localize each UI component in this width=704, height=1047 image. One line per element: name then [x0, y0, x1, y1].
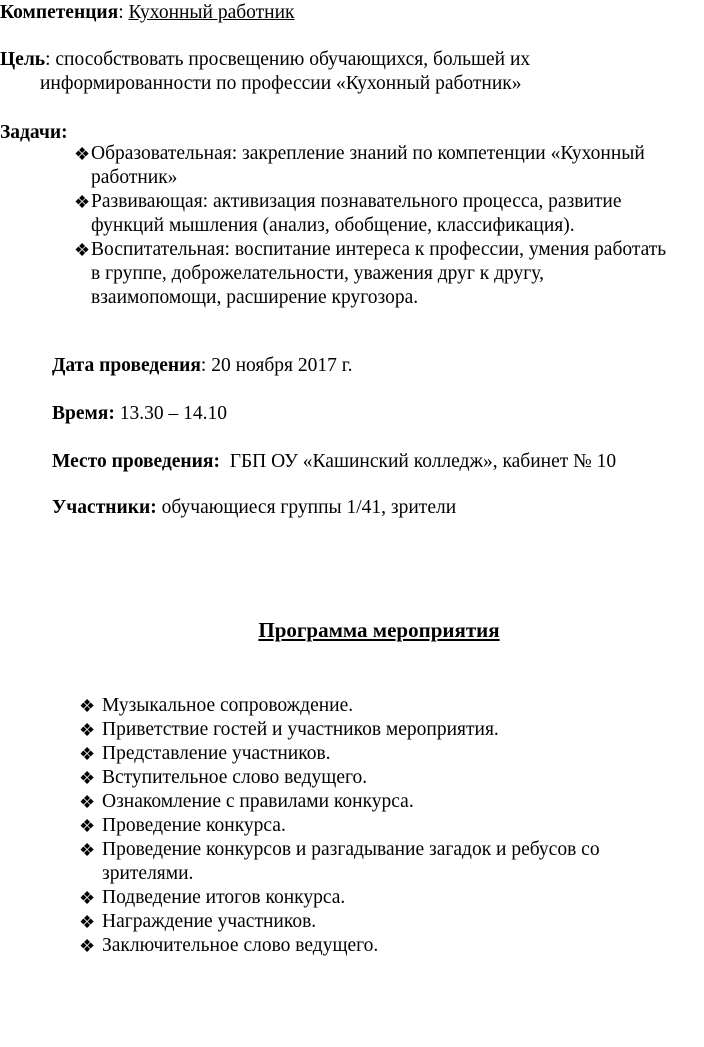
diamond-bullet-icon: ❖ — [79, 696, 96, 716]
goal-text: способствовать просвещению обучающихся, большей их информированности по профессии «Кухонный работник» — [40, 49, 531, 94]
task-item-line: работник» — [91, 167, 178, 188]
participants-label: Участники: — [52, 497, 157, 518]
competence-label: Компетенция — [0, 2, 119, 23]
program-item — [79, 838, 659, 886]
diamond-bullet-icon: ❖ — [79, 768, 96, 788]
place-label: Место проведения: — [52, 451, 220, 472]
task-item-line: в группе, доброжелательности, уважения друг к другу, — [91, 263, 544, 284]
participants-value: обучающиеся группы 1/41, зрители — [161, 497, 457, 518]
goal-label: Цель — [0, 49, 46, 70]
participants-line — [52, 496, 456, 520]
program-item — [79, 790, 659, 814]
program-item-line: Награждение участников. — [102, 911, 317, 932]
program-item-line: Проведение конкурса. — [102, 815, 286, 836]
diamond-bullet-icon: ❖ — [79, 816, 96, 836]
task-item-line: функций мышления (анализ, обобщение, классификация). — [91, 215, 575, 236]
program-item-line: Ознакомление с правилами конкурса. — [102, 791, 414, 812]
program-item — [79, 718, 659, 742]
program-item — [79, 910, 659, 934]
diamond-bullet-icon: ❖ — [79, 720, 96, 740]
task-item-line: взаимопомощи, расширение кругозора. — [91, 287, 419, 308]
diamond-bullet-icon: ❖ — [79, 792, 96, 812]
program-item — [79, 694, 659, 718]
date-value: 20 ноября 2017 г. — [211, 355, 353, 376]
program-item — [79, 934, 659, 958]
program-item-line: Подведение итогов конкурса. — [102, 887, 346, 908]
program-item-line: Представление участников. — [102, 743, 331, 764]
program-item — [79, 886, 659, 910]
task-item — [74, 190, 702, 238]
tasks-heading: Задачи: — [0, 122, 68, 143]
date-line: Дата проведения: 20 ноября 2017 г. — [52, 355, 353, 376]
task-item — [74, 238, 702, 310]
diamond-bullet-icon: ❖ — [74, 192, 91, 212]
time-value: 13.30 – 14.10 — [119, 403, 227, 424]
diamond-bullet-icon: ❖ — [74, 144, 91, 164]
program-title: Программа мероприятия — [258, 618, 500, 642]
program-item-line: Приветствие гостей и участников мероприятия. — [102, 719, 499, 740]
date-label: Дата проведения — [52, 355, 201, 376]
program-item — [79, 766, 659, 790]
program-item-line: зрителями. — [102, 863, 194, 884]
program-item-line: Вступительное слово ведущего. — [102, 767, 368, 788]
diamond-bullet-icon: ❖ — [79, 888, 96, 908]
program-item-line: Музыкальное сопровождение. — [102, 695, 354, 716]
competence-value: Кухонный работник — [128, 2, 295, 23]
diamond-bullet-icon: ❖ — [79, 936, 96, 956]
diamond-bullet-icon: ❖ — [79, 912, 96, 932]
goal-block: Цель: способствовать просвещению обучающихся, большей их информированности по профессии «Кухонный работник» — [0, 49, 531, 94]
program-item-line: Заключительное слово ведущего. — [102, 935, 379, 956]
program-item — [79, 814, 659, 838]
program-item-line: Проведение конкурсов и разгадывание загадок и ребусов со — [102, 839, 600, 860]
place-value: ГБП ОУ «Кашинский колледж», кабинет № 10 — [229, 451, 617, 472]
diamond-bullet-icon: ❖ — [79, 840, 96, 860]
time-line — [52, 402, 227, 426]
place-line — [52, 450, 616, 474]
diamond-bullet-icon: ❖ — [79, 744, 96, 764]
time-label: Время: — [52, 403, 115, 424]
task-item-line: Развивающая: активизация познавательного процесса, развитие — [91, 191, 622, 212]
competence-line: Компетенция: Кухонный работник — [0, 2, 295, 23]
program-item — [79, 742, 659, 766]
task-item-line: Образовательная: закрепление знаний по компетенции «Кухонный — [91, 143, 645, 164]
diamond-bullet-icon: ❖ — [74, 240, 91, 260]
task-item-line: Воспитательная: воспитание интереса к профессии, умения работать — [91, 239, 667, 260]
task-item — [74, 142, 702, 190]
